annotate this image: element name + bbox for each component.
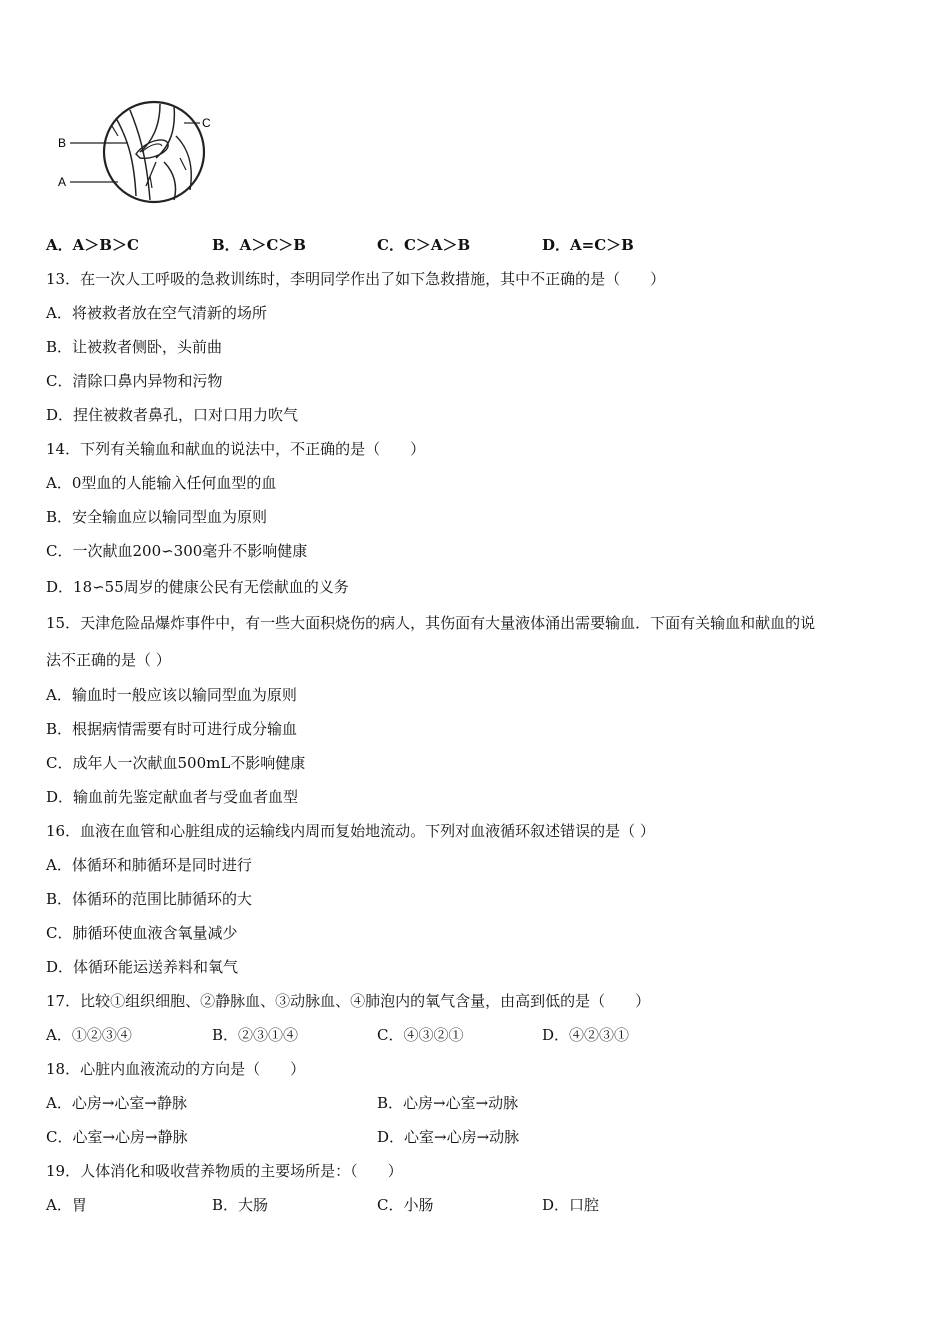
q18-option-c[interactable]: C．心室→心房→静脉 — [46, 1128, 188, 1146]
q18-option-d[interactable]: D．心室→心房→动脉 — [377, 1128, 520, 1146]
q15-option-d[interactable]: D．输血前先鉴定献血者与受血者血型 — [46, 788, 299, 806]
q17-option-c[interactable]: C．④③②① — [377, 1026, 464, 1044]
microscope-field — [104, 102, 204, 202]
q14-stem: 14．下列有关输血和献血的说法中，不正确的是（ ） — [46, 440, 426, 458]
q18-option-b[interactable]: B．心房→心室→动脉 — [377, 1094, 519, 1112]
q15-option-a[interactable]: A．输血时一般应该以输同型血为原则 — [46, 686, 297, 704]
q13-stem: 13．在一次人工呼吸的急救训练时，李明同学作出了如下急救措施，其中不正确的是（ ） — [46, 270, 666, 288]
q17-stem: 17．比较①组织细胞、②静脉血、③动脉血、④肺泡内的氧气含量，由高到低的是（ ） — [46, 992, 651, 1010]
q19-option-c[interactable]: C．小肠 — [377, 1196, 434, 1214]
q14-option-c[interactable]: C．一次献血200∽300毫升不影响健康 — [46, 542, 308, 560]
q12-option-a[interactable]: A．A＞B＞C — [46, 236, 139, 254]
q14-option-b[interactable]: B．安全输血应以输同型血为原则 — [46, 508, 268, 526]
q19-option-b[interactable]: B．大肠 — [212, 1196, 269, 1214]
q13-option-c[interactable]: C．清除口鼻内异物和污物 — [46, 372, 223, 390]
q15-stem-line2: 法不正确的是（ ） — [46, 651, 171, 669]
q14-option-a[interactable]: A．0型血的人能输入任何血型的血 — [46, 474, 277, 492]
q15-option-b[interactable]: B．根据病情需要有时可进行成分输血 — [46, 720, 298, 738]
q12-option-b[interactable]: B．A＞C＞B — [212, 236, 306, 254]
q16-option-c[interactable]: C．肺循环使血液含氧量减少 — [46, 924, 238, 942]
q17-option-b[interactable]: B．②③①④ — [212, 1026, 299, 1044]
q17-option-d[interactable]: D．④②③① — [542, 1026, 630, 1044]
q15-stem-line1: 15．天津危险品爆炸事件中，有一些大面积烧伤的病人，其伤面有大量液体涌出需要输血．下面有关输血和献血的说 — [46, 614, 816, 632]
q18-stem: 18．心脏内血液流动的方向是（ ） — [46, 1060, 306, 1078]
q19-stem: 19．人体消化和吸收营养物质的主要场所是：（ ） — [46, 1162, 403, 1180]
q19-option-a[interactable]: A．胃 — [46, 1196, 87, 1214]
q17-option-a[interactable]: A．①②③④ — [46, 1026, 132, 1044]
q16-option-d[interactable]: D．体循环能运送养料和氧气 — [46, 958, 239, 976]
q16-option-b[interactable]: B．体循环的范围比肺循环的大 — [46, 890, 253, 908]
q14-option-d[interactable]: D．18∽55周岁的健康公民有无偿献血的义务 — [46, 578, 349, 596]
q12-option-d[interactable]: D．A=C＞B — [542, 236, 634, 254]
q16-option-a[interactable]: A．体循环和肺循环是同时进行 — [46, 856, 252, 874]
q15-option-c[interactable]: C．成年人一次献血500mL不影响健康 — [46, 754, 306, 772]
q13-option-a[interactable]: A．将被救者放在空气清新的场所 — [46, 304, 267, 322]
q16-stem: 16．血液在血管和心脏组成的运输线内周而复始地流动。下列对血液循环叙述错误的是（ ） — [46, 822, 655, 840]
q19-option-d[interactable]: D．口腔 — [542, 1196, 600, 1214]
q12-option-c[interactable]: C．C＞A＞B — [377, 236, 471, 254]
label-b: B — [58, 136, 67, 150]
blood-vessel-diagram — [56, 96, 226, 206]
label-a: A — [58, 175, 67, 189]
q18-option-a[interactable]: A．心房→心室→静脉 — [46, 1094, 187, 1112]
q13-option-d[interactable]: D．捏住被救者鼻孔，口对口用力吹气 — [46, 406, 299, 424]
label-c: C — [202, 116, 211, 130]
q13-option-b[interactable]: B．让被救者侧卧，头前曲 — [46, 338, 223, 356]
